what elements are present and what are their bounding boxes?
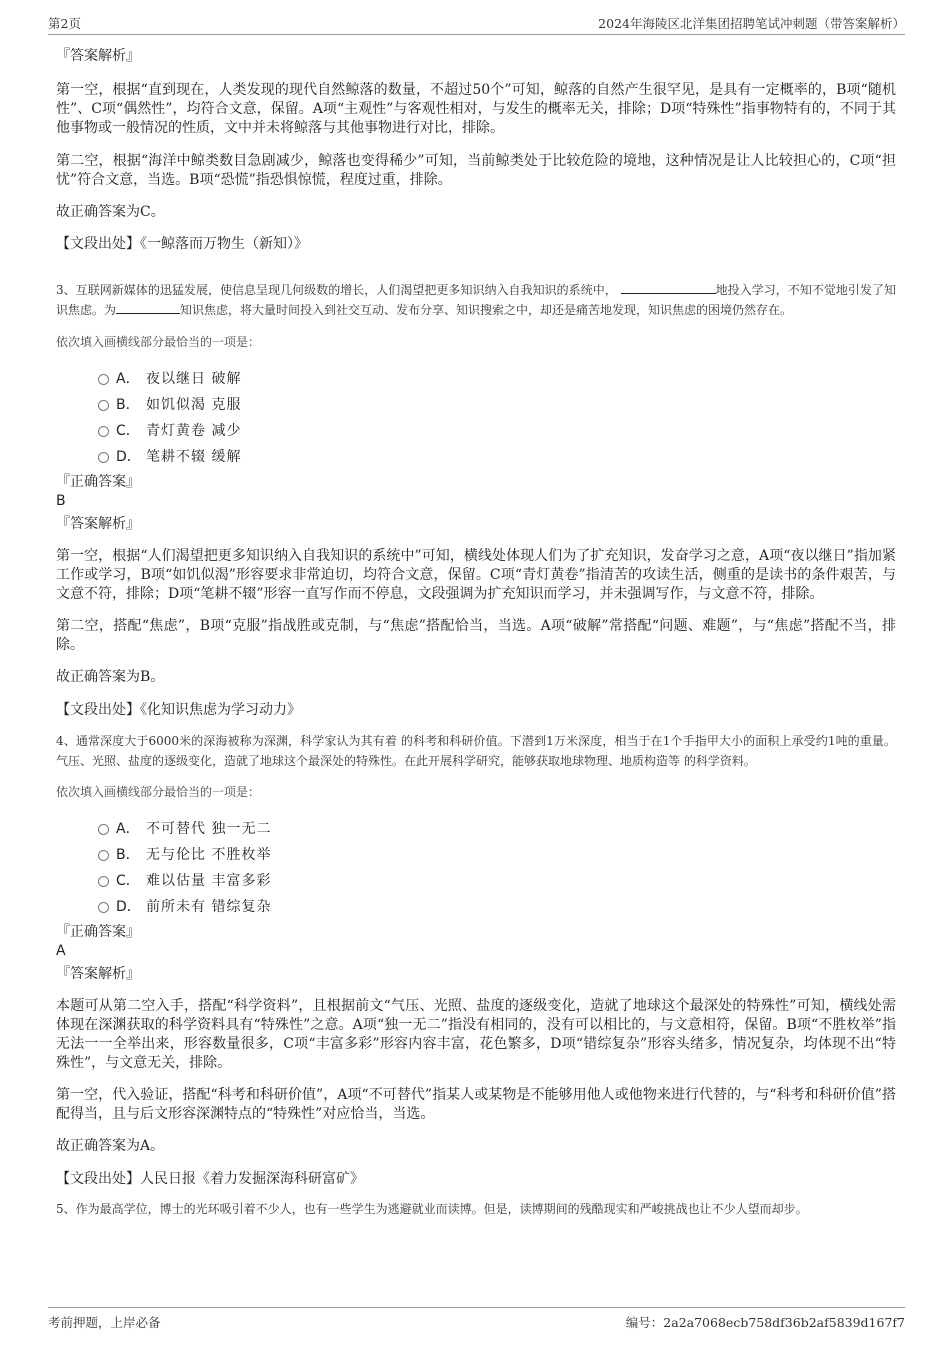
correct-answer-label: 『正确答案』 (56, 924, 140, 940)
option-list (56, 366, 896, 470)
fill-blank (116, 301, 180, 314)
question-stem: 4、通常深度大于6000米的深海被称为深渊，科学家认为其有着 的科考和科研价值。下潜到1万米深度，相当于在1个手指甲大小的面积上承受约1吨的重量。气压、光照、盐度的逐级变化，造就了地球这个最深处的特殊性。在此开展科学研究，能够获取地球物理、地质构造等 的科学资料。 (56, 734, 896, 768)
analysis-label: 『答案解析』 (56, 516, 140, 532)
answer-conclusion: 故正确答案为B。 (56, 669, 165, 685)
question-stem: 3、互联网新媒体的迅猛发展，使信息呈现几何级数的增长，人们渴望把更多知识纳入自我知识的系统中， 地投入学习，不知不觉地引发了知识焦虑。为 知识焦虑，将大量时间投入到社交互动、发布分享、知识搜索之中，却还是痛苦地发现，知识焦虑的困境仍然存在。 (56, 283, 896, 317)
option-a[interactable]: A． 不可替代 独一无二 (56, 816, 896, 842)
analysis-paragraph: 第一空，代入验证，搭配“科考和科研价值”，A项“不可替代”指某人或某物是不能够用他人或他物来进行代替的，与“科考和科研价值”搭配得当，且与后文形容深渊特点的“特殊性”对应恰当，当选。 (56, 1087, 896, 1122)
footer-slogan: 考前押题，上岸必备 (48, 1315, 161, 1330)
radio-icon[interactable] (98, 824, 109, 835)
analysis-label: 『答案解析』 (56, 966, 140, 982)
option-a[interactable]: A． 夜以继日 破解 (56, 366, 896, 392)
document-title: 2024年海陵区北洋集团招聘笔试冲刺题（带答案解析） (598, 16, 905, 31)
analysis-paragraph: 第一空，根据“人们渴望把更多知识纳入自我知识的系统中”可知，横线处体现人们为了扩充知识，发奋学习之意，A项“夜以继日”指加紧工作或学习，B项“如饥似渴”形容要求非常迫切，均符合文意，保留。C项“青灯黄卷”指清苦的攻读生活，侧重的是读书的条件艰苦，与文意不符，排除；D项“笔耕不辍”形容一直写作而不停息，文段强调为扩充知识而学习，并未强调写作，与文意不符，排除。 (56, 548, 896, 602)
source-citation: 【文段出处】《化知识焦虑为学习动力》 (56, 702, 301, 718)
option-b[interactable]: B． 如饥似渴 克服 (56, 392, 896, 418)
question-stem: 5、作为最高学位，博士的光环吸引着不少人，也有一些学生为逃避就业而读博。但是，读博期间的残酷现实和严峻挑战也让不少人望而却步。 (56, 1202, 808, 1216)
question-instruction: 依次填入画横线部分最恰当的一项是： (56, 785, 261, 799)
analysis-paragraph: 本题可从第二空入手，搭配“科学资料”，且根据前文“气压、光照、盐度的逐级变化，造就了地球这个最深处的特殊性”可知，横线处需体现在深渊获取的科学资料具有“特殊性”之意。A项“独一无二”指没有相同的，没有可以相比的，与文意相符，保留。B项“不胜枚举”指无法一一全举出来，形容数量很多，C项“丰富多彩”形容内容丰富，花色繁多，D项“错综复杂”形容头绪多，情况复杂，均体现不出“特殊性”，与文意无关，排除。 (56, 998, 896, 1071)
source-citation: 【文段出处】《一鲸落而万物生（新知）》 (56, 236, 308, 252)
option-c[interactable]: C． 难以估量 丰富多彩 (56, 868, 896, 894)
radio-icon[interactable] (98, 426, 109, 437)
analysis-paragraph: 第一空，根据“直到现在，人类发现的现代自然鲸落的数量，不超过50个”可知，鲸落的自然产生很罕见，是具有一定概率的，B项“随机性”、C项“偶然性”，均符合文意，保留。A项“主观性”与客观性相对，与发生的概率无关，排除；D项“特殊性”指事物特有的，不同于其他事物或一般情况的性质，文中并未将鲸落与其他事物进行对比，排除。 (56, 82, 896, 136)
radio-icon[interactable] (98, 452, 109, 463)
source-citation: 【文段出处】人民日报《着力发掘深海科研富矿》 (56, 1171, 364, 1187)
page-number: 第2页 (48, 16, 81, 31)
answer-conclusion: 故正确答案为A。 (56, 1138, 165, 1154)
question-instruction: 依次填入画横线部分最恰当的一项是： (56, 335, 261, 349)
radio-icon[interactable] (98, 876, 109, 887)
page-content (56, 44, 896, 1219)
option-d[interactable]: D． 前所未有 错综复杂 (56, 894, 896, 920)
analysis-label: 『答案解析』 (56, 48, 140, 64)
analysis-paragraph: 第二空，根据“海洋中鲸类数目急剧减少，鲸落也变得稀少”可知，当前鲸类处于比较危险的境地，这种情况是让人比较担心的，C项“担忧”符合文意，当选。B项“恐慌”指恐惧惊慌，程度过重，排除。 (56, 153, 896, 188)
radio-icon[interactable] (98, 902, 109, 913)
document-code: 编号：2a2a7068ecb758df36b2af5839d167f7 (625, 1315, 905, 1330)
option-d[interactable]: D． 笔耕不辍 缓解 (56, 444, 896, 470)
analysis-paragraph: 第二空，搭配“焦虑”，B项“克服”指战胜或克制，与“焦虑”搭配恰当，当选。A项“破解”常搭配“问题、难题”，与“焦虑”搭配不当，排除。 (56, 618, 896, 653)
option-b[interactable]: B． 无与伦比 不胜枚举 (56, 842, 896, 868)
page-header (48, 12, 905, 35)
answer-conclusion: 故正确答案为C。 (56, 204, 165, 220)
fill-blank (621, 281, 716, 294)
option-list (56, 816, 896, 920)
radio-icon[interactable] (98, 374, 109, 385)
radio-icon[interactable] (98, 850, 109, 861)
radio-icon[interactable] (98, 400, 109, 411)
option-c[interactable]: C． 青灯黄卷 减少 (56, 418, 896, 444)
correct-answer: B (56, 493, 66, 509)
correct-answer: A (56, 943, 66, 959)
page-footer (48, 1307, 905, 1332)
correct-answer-label: 『正确答案』 (56, 474, 140, 490)
